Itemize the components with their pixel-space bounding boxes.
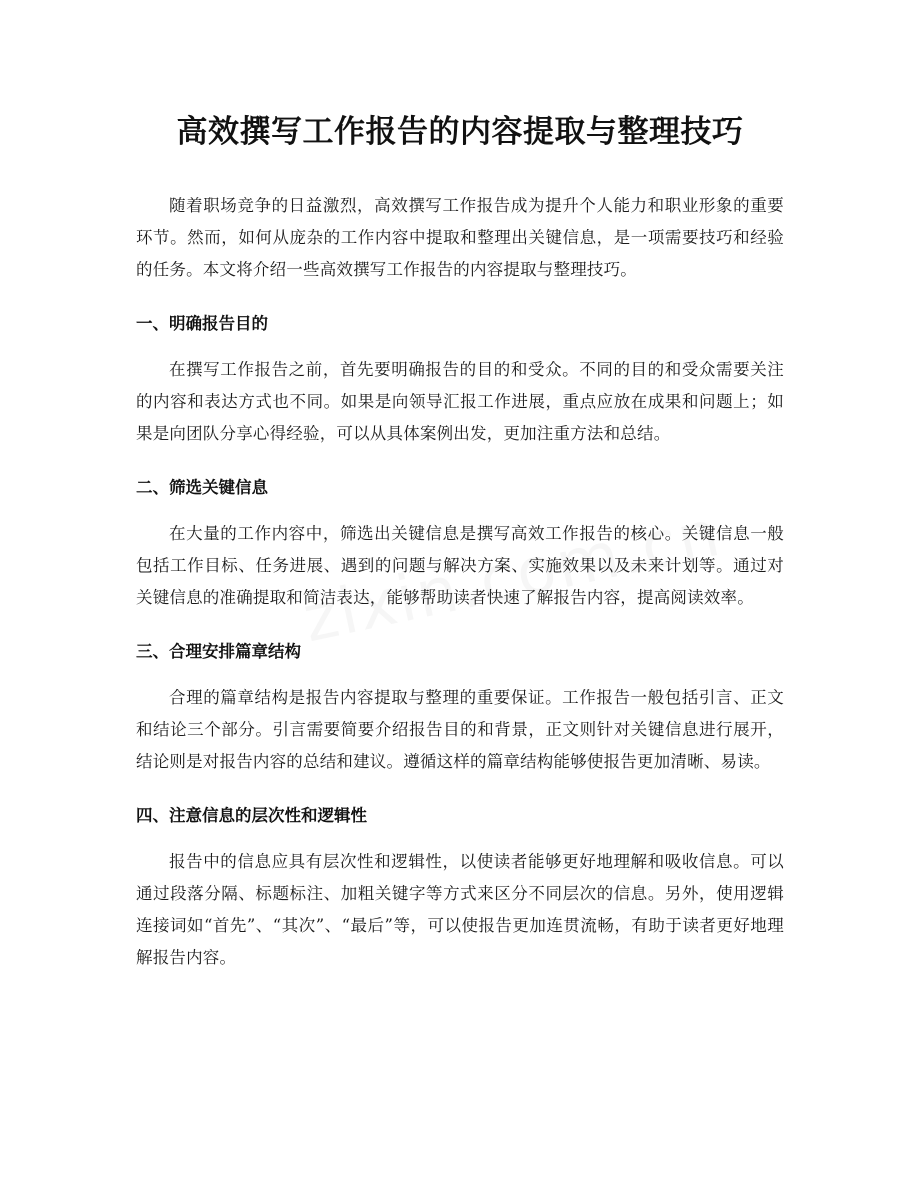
- section-4: [136, 800, 784, 974]
- section-1: [136, 308, 784, 450]
- intro-paragraph: 随着职场竞争的日益激烈，高效撰写工作报告成为提升个人能力和职业形象的重要环节。然而，如何从庞杂的工作内容中提取和整理出关键信息，是一项需要技巧和经验的任务。本文将介绍一些高效撰写工作报告的内容提取与整理技巧。: [136, 196, 784, 279]
- section-paragraph: 报告中的信息应具有层次性和逻辑性，以使读者能够更好地理解和吸收信息。可以通过段落分隔、标题标注、加粗关键字等方式来区分不同层次的信息。另外，使用逻辑连接词如“首先”、“其次”、“最后”等，可以使报告更加连贯流畅，有助于读者更好地理解报告内容。: [136, 852, 784, 967]
- section-heading: 三、合理安排篇章结构: [136, 642, 301, 661]
- section-paragraph: 在撰写工作报告之前，首先要明确报告的目的和受众。不同的目的和受众需要关注的内容和表达方式也不同。如果是向领导汇报工作进展，重点应放在成果和问题上；如果是向团队分享心得经验，可以从具体案例出发，更加注重方法和总结。: [136, 360, 784, 443]
- section-2: [136, 472, 784, 614]
- intro-section: [136, 190, 784, 286]
- section-3: [136, 636, 784, 778]
- section-paragraph: 在大量的工作内容中，筛选出关键信息是撰写高效工作报告的核心。关键信息一般包括工作目标、任务进展、遇到的问题与解决方案、实施效果以及未来计划等。通过对关键信息的准确提取和简洁表达，能够帮助读者快速了解报告内容，提高阅读效率。: [136, 524, 784, 607]
- document-title: 高效撰写工作报告的内容提取与整理技巧: [176, 114, 744, 150]
- section-heading: 一、明确报告目的: [136, 314, 268, 333]
- section-heading: 四、注意信息的层次性和逻辑性: [136, 806, 367, 825]
- section-heading: 二、筛选关键信息: [136, 478, 268, 497]
- section-paragraph: 合理的篇章结构是报告内容提取与整理的重要保证。工作报告一般包括引言、正文和结论三个部分。引言需要简要介绍报告目的和背景，正文则针对关键信息进行展开，结论则是对报告内容的总结和建议。遵循这样的篇章结构能够使报告更加清晰、易读。: [136, 688, 784, 771]
